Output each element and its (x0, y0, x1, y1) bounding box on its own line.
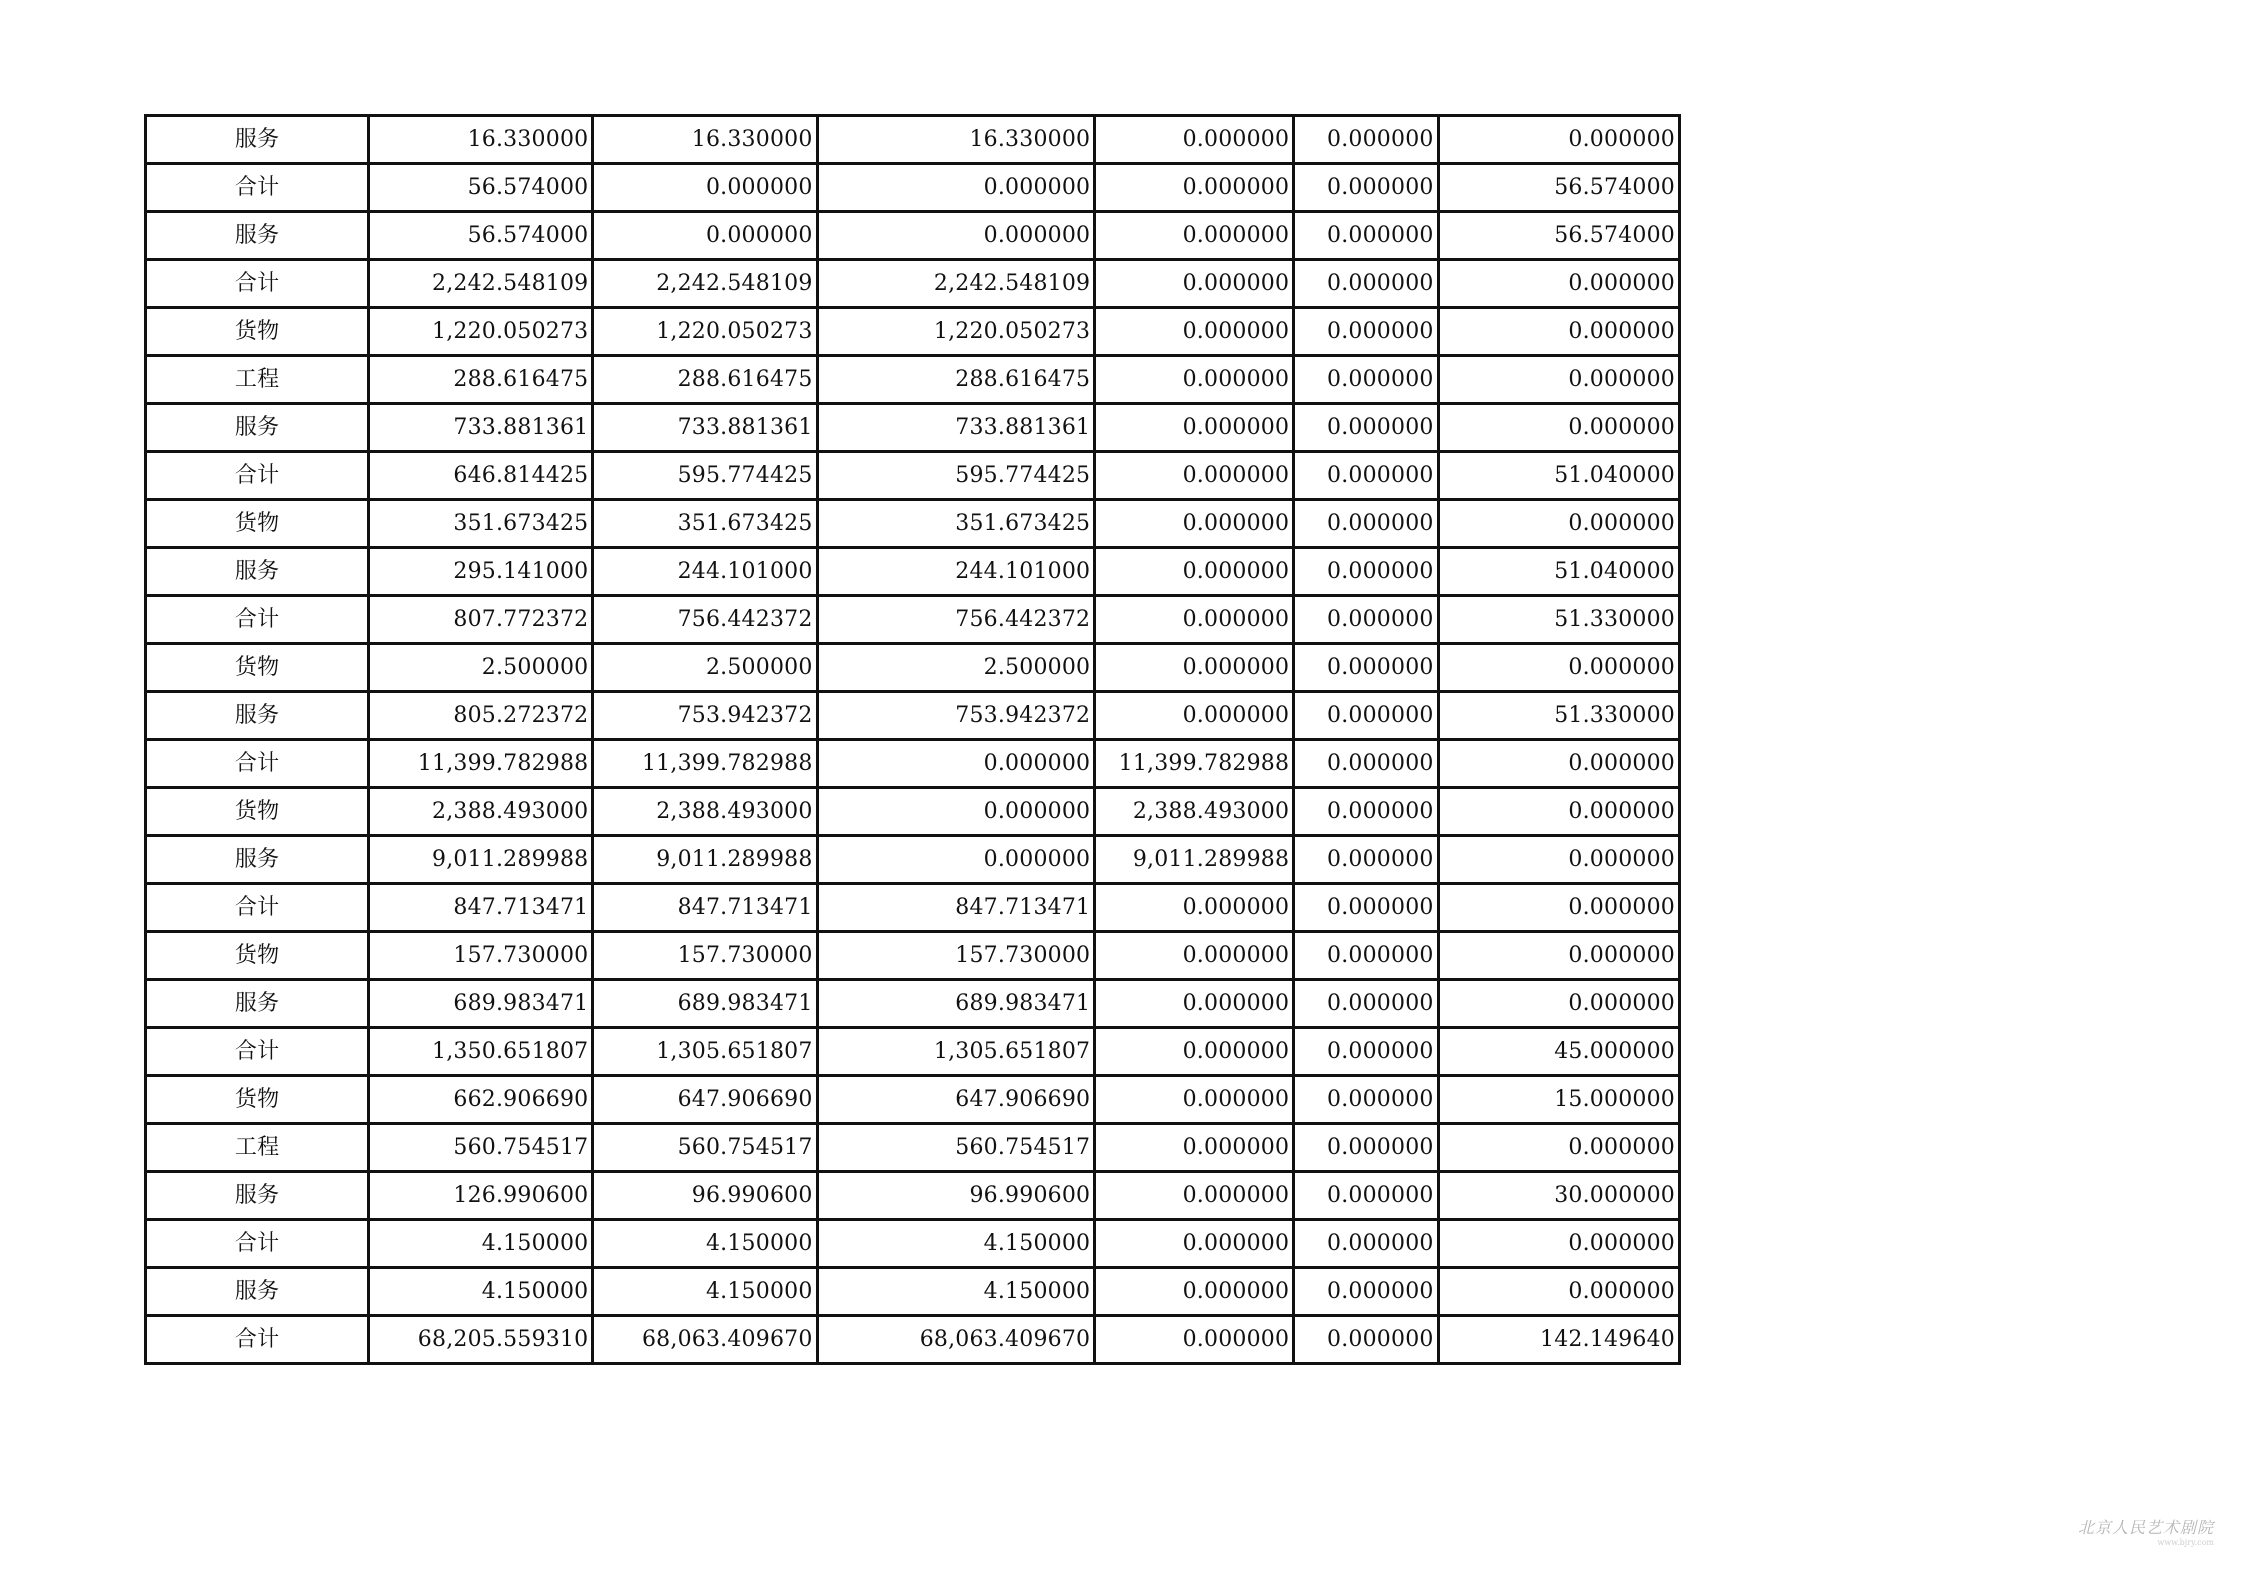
value-cell: 68,205.559310 (369, 1316, 593, 1364)
table-row (146, 1316, 1680, 1364)
value-cell: 56.574000 (369, 164, 593, 212)
value-cell: 126.990600 (369, 1172, 593, 1220)
value-cell: 68,063.409670 (593, 1316, 817, 1364)
value-cell: 2,242.548109 (369, 260, 593, 308)
value-cell: 0.000000 (1294, 1316, 1438, 1364)
value-cell: 0.000000 (1294, 1076, 1438, 1124)
value-cell: 4.150000 (817, 1268, 1095, 1316)
category-cell: 货物 (146, 1076, 369, 1124)
value-cell: 0.000000 (1294, 692, 1438, 740)
value-cell: 0.000000 (1294, 212, 1438, 260)
value-cell: 0.000000 (1294, 1220, 1438, 1268)
value-cell: 0.000000 (1294, 404, 1438, 452)
value-cell: 0.000000 (1095, 1316, 1294, 1364)
value-cell: 646.814425 (369, 452, 593, 500)
value-cell: 2,388.493000 (369, 788, 593, 836)
table-row (146, 548, 1680, 596)
value-cell: 0.000000 (1438, 980, 1679, 1028)
value-cell: 847.713471 (817, 884, 1095, 932)
value-cell: 4.150000 (369, 1268, 593, 1316)
table-row (146, 1076, 1680, 1124)
value-cell: 756.442372 (817, 596, 1095, 644)
table-row (146, 452, 1680, 500)
table-row (146, 980, 1680, 1028)
value-cell: 2,242.548109 (817, 260, 1095, 308)
value-cell: 0.000000 (1294, 452, 1438, 500)
value-cell: 2,388.493000 (1095, 788, 1294, 836)
value-cell: 0.000000 (1095, 932, 1294, 980)
value-cell: 0.000000 (1438, 1268, 1679, 1316)
value-cell: 0.000000 (1095, 596, 1294, 644)
value-cell: 1,220.050273 (369, 308, 593, 356)
value-cell: 2.500000 (369, 644, 593, 692)
value-cell: 0.000000 (1095, 500, 1294, 548)
value-cell: 51.330000 (1438, 692, 1679, 740)
value-cell: 0.000000 (1438, 1124, 1679, 1172)
value-cell: 560.754517 (593, 1124, 817, 1172)
value-cell: 51.330000 (1438, 596, 1679, 644)
category-cell: 工程 (146, 356, 369, 404)
value-cell: 0.000000 (1294, 884, 1438, 932)
value-cell: 0.000000 (1294, 260, 1438, 308)
value-cell: 0.000000 (1294, 356, 1438, 404)
value-cell: 1,350.651807 (369, 1028, 593, 1076)
category-cell: 合计 (146, 260, 369, 308)
value-cell: 30.000000 (1438, 1172, 1679, 1220)
value-cell: 0.000000 (1294, 932, 1438, 980)
table-row (146, 884, 1680, 932)
value-cell: 288.616475 (817, 356, 1095, 404)
value-cell: 96.990600 (817, 1172, 1095, 1220)
value-cell: 0.000000 (817, 164, 1095, 212)
value-cell: 0.000000 (1095, 260, 1294, 308)
value-cell: 51.040000 (1438, 548, 1679, 596)
category-cell: 合计 (146, 596, 369, 644)
value-cell: 157.730000 (369, 932, 593, 980)
value-cell: 753.942372 (593, 692, 817, 740)
value-cell: 157.730000 (593, 932, 817, 980)
value-cell: 0.000000 (1095, 692, 1294, 740)
category-cell: 合计 (146, 1220, 369, 1268)
value-cell: 689.983471 (369, 980, 593, 1028)
value-cell: 0.000000 (1438, 740, 1679, 788)
category-cell: 合计 (146, 164, 369, 212)
value-cell: 288.616475 (593, 356, 817, 404)
value-cell: 351.673425 (369, 500, 593, 548)
category-cell: 合计 (146, 1316, 369, 1364)
table-row (146, 116, 1680, 164)
value-cell: 0.000000 (1095, 212, 1294, 260)
value-cell: 16.330000 (593, 116, 817, 164)
value-cell: 0.000000 (1438, 1220, 1679, 1268)
value-cell: 351.673425 (817, 500, 1095, 548)
value-cell: 0.000000 (1294, 1268, 1438, 1316)
value-cell: 0.000000 (1294, 500, 1438, 548)
value-cell: 15.000000 (1438, 1076, 1679, 1124)
category-cell: 货物 (146, 788, 369, 836)
value-cell: 16.330000 (369, 116, 593, 164)
value-cell: 0.000000 (1294, 740, 1438, 788)
value-cell: 56.574000 (1438, 212, 1679, 260)
value-cell: 244.101000 (593, 548, 817, 596)
category-cell: 货物 (146, 500, 369, 548)
value-cell: 1,305.651807 (593, 1028, 817, 1076)
value-cell: 0.000000 (593, 164, 817, 212)
value-cell: 595.774425 (817, 452, 1095, 500)
value-cell: 0.000000 (1294, 980, 1438, 1028)
table-row (146, 596, 1680, 644)
table-row (146, 260, 1680, 308)
category-cell: 服务 (146, 980, 369, 1028)
category-cell: 工程 (146, 1124, 369, 1172)
value-cell: 0.000000 (1095, 1220, 1294, 1268)
value-cell: 0.000000 (1095, 1124, 1294, 1172)
table-row (146, 1220, 1680, 1268)
value-cell: 662.906690 (369, 1076, 593, 1124)
value-cell: 753.942372 (817, 692, 1095, 740)
value-cell: 288.616475 (369, 356, 593, 404)
value-cell: 1,220.050273 (593, 308, 817, 356)
category-cell: 服务 (146, 836, 369, 884)
category-cell: 服务 (146, 1172, 369, 1220)
value-cell: 0.000000 (1095, 644, 1294, 692)
value-cell: 647.906690 (593, 1076, 817, 1124)
watermark-subtext: www.bjry.com (2157, 1538, 2214, 1547)
value-cell: 45.000000 (1438, 1028, 1679, 1076)
value-cell: 0.000000 (817, 788, 1095, 836)
value-cell: 0.000000 (1438, 356, 1679, 404)
value-cell: 9,011.289988 (593, 836, 817, 884)
value-cell: 0.000000 (1095, 1172, 1294, 1220)
table-row (146, 788, 1680, 836)
category-cell: 服务 (146, 116, 369, 164)
table-row (146, 1172, 1680, 1220)
category-cell: 服务 (146, 404, 369, 452)
value-cell: 11,399.782988 (593, 740, 817, 788)
value-cell: 0.000000 (1294, 1028, 1438, 1076)
category-cell: 服务 (146, 212, 369, 260)
value-cell: 4.150000 (593, 1220, 817, 1268)
value-cell: 0.000000 (817, 740, 1095, 788)
value-cell: 807.772372 (369, 596, 593, 644)
value-cell: 0.000000 (593, 212, 817, 260)
value-cell: 244.101000 (817, 548, 1095, 596)
table-row (146, 1124, 1680, 1172)
value-cell: 847.713471 (593, 884, 817, 932)
value-cell: 9,011.289988 (369, 836, 593, 884)
value-cell: 0.000000 (1095, 1028, 1294, 1076)
value-cell: 733.881361 (369, 404, 593, 452)
value-cell: 4.150000 (817, 1220, 1095, 1268)
value-cell: 0.000000 (817, 212, 1095, 260)
watermark (2078, 1515, 2214, 1547)
value-cell: 295.141000 (369, 548, 593, 596)
value-cell: 0.000000 (1294, 596, 1438, 644)
category-cell: 服务 (146, 692, 369, 740)
value-cell: 4.150000 (593, 1268, 817, 1316)
category-cell: 服务 (146, 1268, 369, 1316)
value-cell: 0.000000 (1095, 1076, 1294, 1124)
table-row (146, 740, 1680, 788)
category-cell: 货物 (146, 308, 369, 356)
table-row (146, 1028, 1680, 1076)
table-body (146, 116, 1680, 1364)
table-row (146, 932, 1680, 980)
value-cell: 0.000000 (1095, 548, 1294, 596)
value-cell: 9,011.289988 (1095, 836, 1294, 884)
value-cell: 733.881361 (593, 404, 817, 452)
watermark-text: 北京人民艺术剧院 (2077, 1518, 2214, 1537)
value-cell: 0.000000 (1294, 788, 1438, 836)
value-cell: 68,063.409670 (817, 1316, 1095, 1364)
value-cell: 2.500000 (593, 644, 817, 692)
value-cell: 560.754517 (817, 1124, 1095, 1172)
value-cell: 1,305.651807 (817, 1028, 1095, 1076)
category-cell: 合计 (146, 452, 369, 500)
value-cell: 2,388.493000 (593, 788, 817, 836)
table-row (146, 692, 1680, 740)
category-cell: 服务 (146, 548, 369, 596)
value-cell: 847.713471 (369, 884, 593, 932)
value-cell: 0.000000 (1294, 644, 1438, 692)
value-cell: 56.574000 (369, 212, 593, 260)
value-cell: 0.000000 (1438, 308, 1679, 356)
value-cell: 733.881361 (817, 404, 1095, 452)
value-cell: 0.000000 (1294, 116, 1438, 164)
value-cell: 0.000000 (1095, 404, 1294, 452)
table-row (146, 404, 1680, 452)
value-cell: 689.983471 (817, 980, 1095, 1028)
value-cell: 0.000000 (1438, 932, 1679, 980)
value-cell: 805.272372 (369, 692, 593, 740)
value-cell: 0.000000 (1438, 884, 1679, 932)
value-cell: 0.000000 (1095, 116, 1294, 164)
value-cell: 11,399.782988 (369, 740, 593, 788)
value-cell: 0.000000 (817, 836, 1095, 884)
value-cell: 756.442372 (593, 596, 817, 644)
value-cell: 560.754517 (369, 1124, 593, 1172)
value-cell: 0.000000 (1438, 404, 1679, 452)
data-table (144, 114, 1681, 1365)
category-cell: 合计 (146, 740, 369, 788)
value-cell: 142.149640 (1438, 1316, 1679, 1364)
value-cell: 1,220.050273 (817, 308, 1095, 356)
value-cell: 351.673425 (593, 500, 817, 548)
value-cell: 2.500000 (817, 644, 1095, 692)
value-cell: 0.000000 (1294, 164, 1438, 212)
table-row (146, 212, 1680, 260)
table-row (146, 308, 1680, 356)
category-cell: 货物 (146, 644, 369, 692)
table-row (146, 1268, 1680, 1316)
value-cell: 0.000000 (1095, 884, 1294, 932)
table-row (146, 836, 1680, 884)
value-cell: 0.000000 (1095, 980, 1294, 1028)
value-cell: 0.000000 (1438, 644, 1679, 692)
value-cell: 0.000000 (1294, 1172, 1438, 1220)
value-cell: 0.000000 (1438, 260, 1679, 308)
value-cell: 0.000000 (1294, 308, 1438, 356)
value-cell: 689.983471 (593, 980, 817, 1028)
value-cell: 647.906690 (817, 1076, 1095, 1124)
table-row (146, 164, 1680, 212)
value-cell: 16.330000 (817, 116, 1095, 164)
value-cell: 56.574000 (1438, 164, 1679, 212)
value-cell: 0.000000 (1095, 356, 1294, 404)
value-cell: 595.774425 (593, 452, 817, 500)
category-cell: 合计 (146, 1028, 369, 1076)
value-cell: 4.150000 (369, 1220, 593, 1268)
table-row (146, 500, 1680, 548)
value-cell: 0.000000 (1438, 836, 1679, 884)
value-cell: 0.000000 (1095, 452, 1294, 500)
category-cell: 合计 (146, 884, 369, 932)
table-row (146, 644, 1680, 692)
category-cell: 货物 (146, 932, 369, 980)
value-cell: 11,399.782988 (1095, 740, 1294, 788)
value-cell: 0.000000 (1095, 1268, 1294, 1316)
value-cell: 0.000000 (1438, 788, 1679, 836)
value-cell: 0.000000 (1294, 548, 1438, 596)
value-cell: 0.000000 (1438, 116, 1679, 164)
value-cell: 51.040000 (1438, 452, 1679, 500)
value-cell: 0.000000 (1294, 1124, 1438, 1172)
value-cell: 157.730000 (817, 932, 1095, 980)
value-cell: 0.000000 (1095, 164, 1294, 212)
table-row (146, 356, 1680, 404)
value-cell: 96.990600 (593, 1172, 817, 1220)
value-cell: 0.000000 (1095, 308, 1294, 356)
value-cell: 2,242.548109 (593, 260, 817, 308)
value-cell: 0.000000 (1294, 836, 1438, 884)
value-cell: 0.000000 (1438, 500, 1679, 548)
